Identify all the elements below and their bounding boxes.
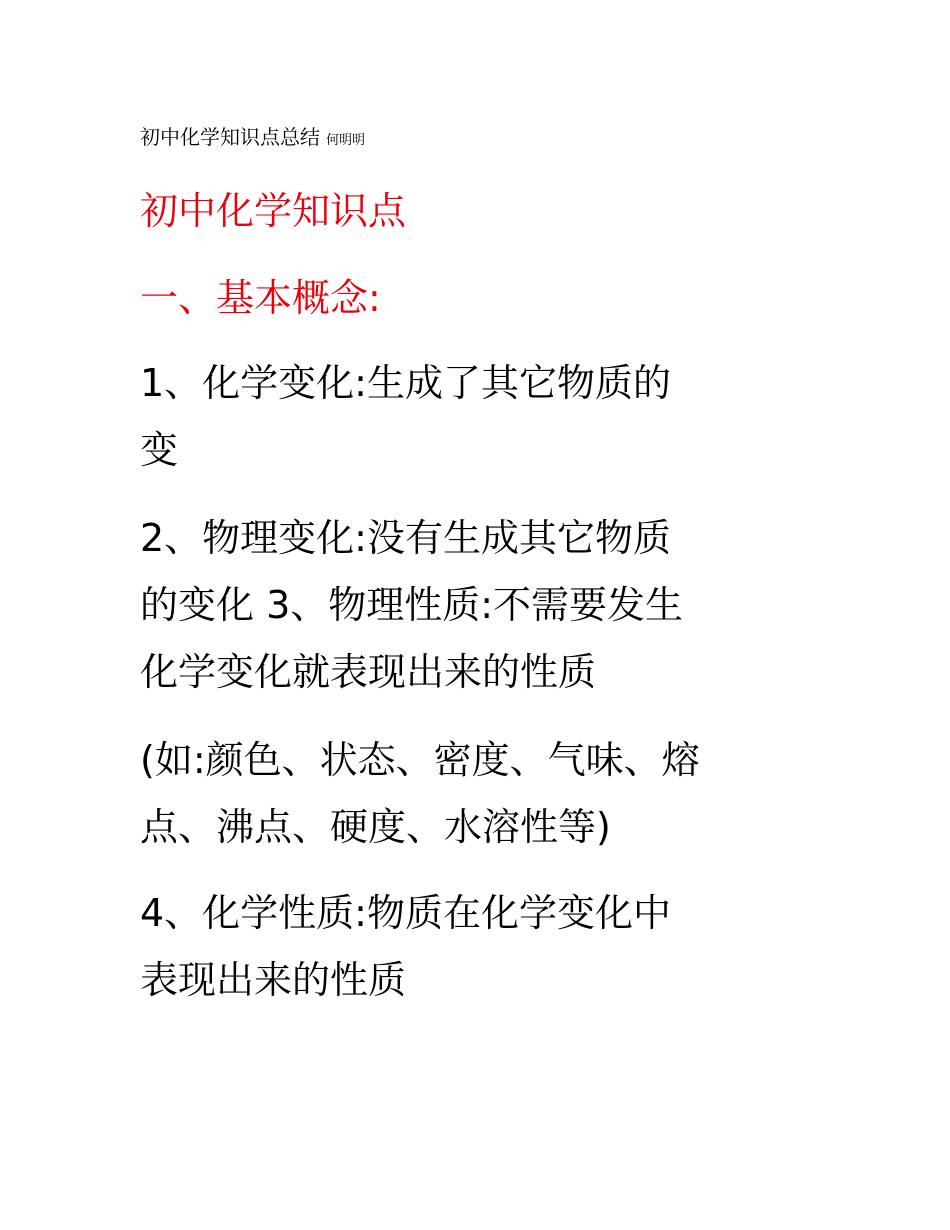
paragraph-line: 变 bbox=[140, 428, 179, 472]
paragraph-line: 4、化学性质:物质在化学变化中 bbox=[140, 891, 671, 935]
paragraph-line: 化学变化就表现出来的性质 bbox=[140, 650, 597, 694]
document-title: 初中化学知识点总结 bbox=[140, 125, 320, 149]
paragraph-physical-properties-examples bbox=[140, 727, 820, 861]
paragraph-line: 1、化学变化:生成了其它物质的 bbox=[140, 361, 671, 405]
author-name: 何明明 bbox=[326, 133, 366, 148]
paragraph-line: 2、物理变化:没有生成其它物质 bbox=[140, 516, 671, 560]
paragraph-line: 表现出来的性质 bbox=[140, 958, 407, 1002]
paragraph-line: 点、沸点、硬度、水溶性等) bbox=[140, 805, 611, 849]
paragraph-chemical-change bbox=[140, 350, 820, 484]
document-header bbox=[140, 122, 365, 156]
paragraph-line: 的变化 3、物理性质:不需要发生 bbox=[140, 583, 684, 627]
paragraph-line: (如:颜色、状态、密度、气味、熔 bbox=[140, 738, 700, 782]
paragraph-physical-change bbox=[140, 505, 820, 706]
section-heading-basic-concepts: 一、基本概念: bbox=[140, 276, 381, 320]
main-heading: 初中化学知识点 bbox=[140, 189, 407, 233]
paragraph-chemical-properties bbox=[140, 880, 820, 1014]
